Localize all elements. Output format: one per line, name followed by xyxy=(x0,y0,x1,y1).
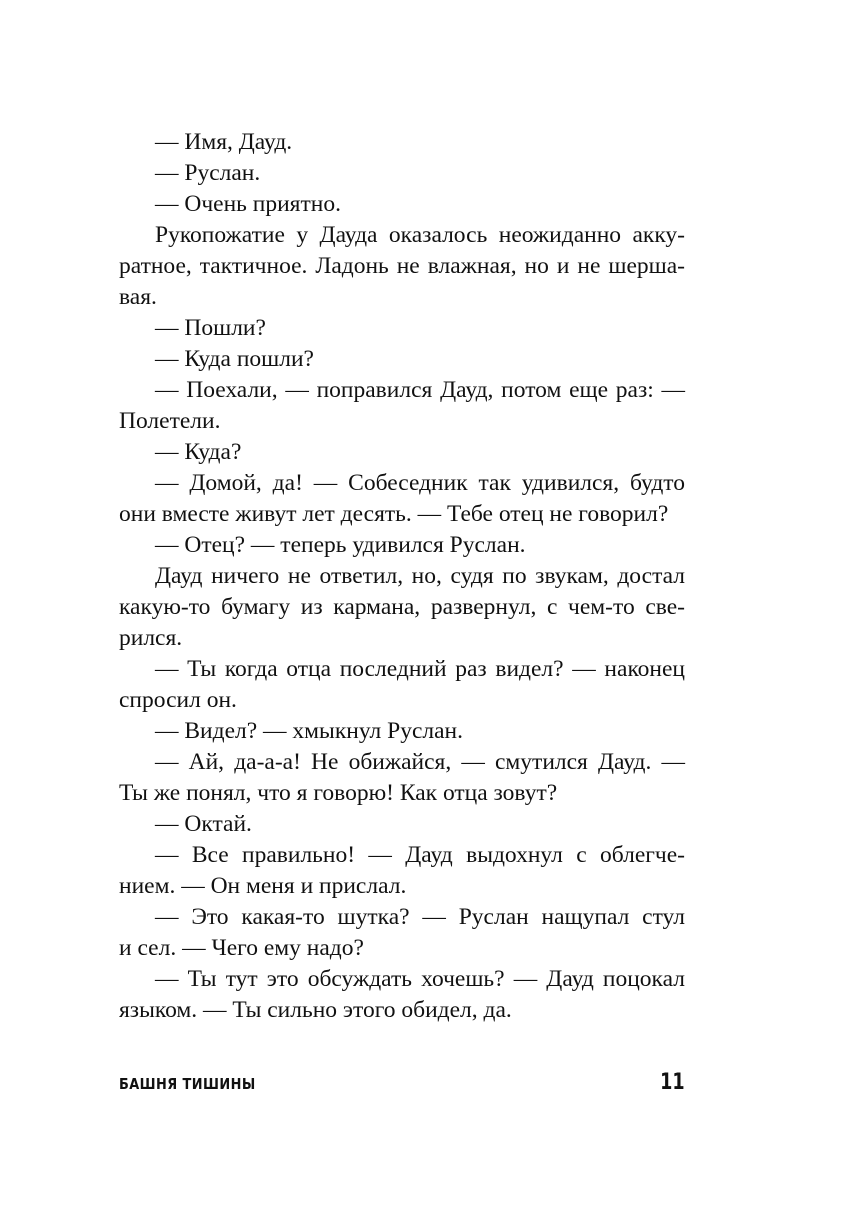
text-line: — Это какая-то шутка? — Руслан нащупал стул xyxy=(155,904,685,930)
text-line: Ты же понял, что я говорю! Как отца зовут? xyxy=(119,780,558,806)
text-line: — Ты тут это обсуждать хочешь? — Дауд поцокал xyxy=(155,966,685,992)
text-line: Полетели. xyxy=(119,408,221,434)
text-line: — Отец? — теперь удивился Руслан. xyxy=(155,532,526,558)
text-line: языком. — Ты сильно этого обидел, да. xyxy=(119,997,512,1023)
text-line: — Октай. xyxy=(155,811,252,837)
running-footer-title: БАШНЯ ТИШИНЫ xyxy=(119,1075,256,1093)
text-line: нием. — Он меня и прислал. xyxy=(119,873,407,899)
text-line: вая. xyxy=(119,284,157,310)
text-line: — Имя, Дауд. xyxy=(155,129,293,155)
text-line: рился. xyxy=(119,625,183,651)
body-text xyxy=(119,127,685,1026)
text-line: — Поехали, — поправился Дауд, потом еще раз: — xyxy=(155,377,685,403)
text-line: они вместе живут лет десять. — Тебе отец не говорил? xyxy=(119,501,669,527)
text-line: — Куда? xyxy=(155,439,242,465)
text-line: Дауд ничего не ответил, но, судя по звукам, достал xyxy=(155,563,685,589)
text-line: — Пошли? xyxy=(155,315,266,341)
text-line: — Руслан. xyxy=(155,160,261,186)
text-line: — Ты когда отца последний раз видел? — наконец xyxy=(155,656,685,682)
text-line: Рукопожатие у Дауда оказалось неожиданно акку- xyxy=(155,222,685,248)
text-line: спросил он. xyxy=(119,687,237,713)
text-line: какую-то бумагу из кармана, развернул, с чем-то све- xyxy=(119,594,685,620)
page-number: 11 xyxy=(660,1070,685,1095)
text-line: и сел. — Чего ему надо? xyxy=(119,935,364,961)
text-line: — Домой, да! — Собеседник так удивился, будто xyxy=(155,470,685,496)
text-line: — Очень приятно. xyxy=(155,191,341,217)
text-line: — Куда пошли? xyxy=(155,346,314,372)
text-line: ратное, тактичное. Ладонь не влажная, но и не шерша- xyxy=(119,253,685,279)
text-line: — Ай, да-а-а! Не обижайся, — смутился Дауд. — xyxy=(155,749,685,775)
text-line: — Видел? — хмыкнул Руслан. xyxy=(155,718,464,744)
text-line: — Все правильно! — Дауд выдохнул с облегче- xyxy=(155,842,685,868)
